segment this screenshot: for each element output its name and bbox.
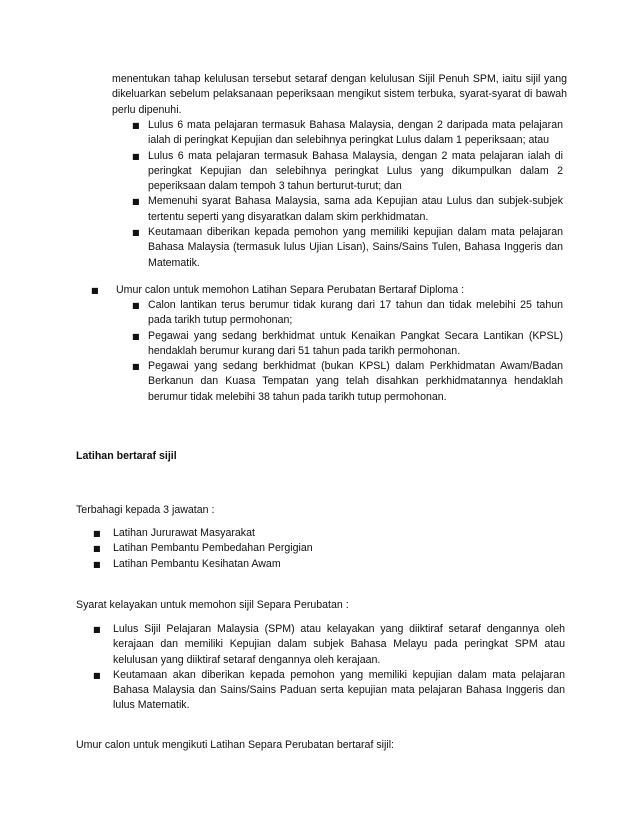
list-item: ■ Pegawai yang sedang berkhidmat (bukan KPSL) dalam Perkhidmatan Awam/Badan Berkanun dan Kuasa Tempatan yang telah disahkan perkhidmatannya hendaklah berumur tidak melebihi 38 tahun pada tarikh tutup permohonan. [132, 360, 563, 403]
cert-requirements-list [93, 622, 565, 714]
list-item: ■ Keutamaan diberikan kepada pemohon yang memiliki kepujian dalam mata pelajaran Bahasa Malaysia (termasuk lulus Ujian Lisan), Sains/Sains Tulen, Bahasa Inggeris dan Matematik. [132, 226, 563, 269]
square-bullet-icon: ■ [93, 670, 101, 680]
diploma-requirements-list [132, 118, 563, 271]
cert-age-heading: Umur calon untuk mengikuti Latihan Separa Perubatan bertaraf sijil: [76, 739, 394, 751]
square-bullet-icon: ■ [132, 197, 140, 207]
list-item: ■ Lulus 6 mata pelajaran termasuk Bahasa Malaysia, dengan 2 mata pelajaran ialah di peringkat Kepujian dan selebihnya peringkat Lulus yang dikumpulkan dalam 2 peperiksaan dalam tempoh 3 tahun berturut-turut; dan [132, 149, 563, 193]
square-bullet-icon: ■ [132, 121, 140, 130]
list-item: ■ Calon lantikan terus berumur tidak kurang dari 17 tahun dan tidak melebihi 25 tahun pada tarikh tutup permohonan; [132, 299, 563, 327]
square-bullet-icon: ■ [91, 286, 99, 295]
list-item: ■ Keutamaan akan diberikan kepada pemohon yang memiliki kepujian dalam mata pelajaran Bahasa Malaysia dan Sains/Sains Paduan serta kepujian mata pelajaran Bahasa Inggeris dan lulus Matematik. [93, 668, 565, 712]
square-bullet-icon: ■ [132, 331, 140, 341]
square-bullet-icon: ■ [93, 544, 101, 554]
square-bullet-icon: ■ [132, 301, 140, 310]
square-bullet-icon: ■ [132, 228, 140, 238]
posts-intro: Terbahagi kepada 3 jawatan : [76, 504, 215, 516]
section-heading: Latihan bertaraf sijil [76, 450, 177, 462]
list-item: ■ Memenuhi syarat Bahasa Malaysia, sama ada Kepujian atau Lulus dan subjek-subjek tertentu seperti yang disyaratkan dalam skim perkhidmatan. [132, 195, 563, 223]
list-item: ■ Latihan Jururawat Masyarakat [113, 526, 563, 541]
square-bullet-icon: ■ [93, 529, 101, 538]
cert-requirements-heading: Syarat kelayakan untuk memohon sijil Separa Perubatan : [76, 599, 349, 611]
square-bullet-icon: ■ [132, 151, 140, 161]
diploma-age-heading: Umur calon untuk memohon Latihan Separa Perubatan Bertaraf Diploma : [116, 284, 465, 296]
list-item: ■ Latihan Pembantu Kesihatan Awam [113, 557, 563, 572]
list-item: ■ Lulus Sijil Pelajaran Malaysia (SPM) atau kelayakan yang diiktiraf setaraf dengannya oleh kerajaan dan memiliki Kepujian dalam subjek Bahasa Melayu pada peringkat SPM atau kelulusan yang diiktiraf setaraf dengannya oleh kerajaan. [93, 623, 565, 666]
list-item: ■ Latihan Pembantu Pembedahan Pergigian [113, 541, 563, 556]
intro-paragraph: menentukan tahap kelulusan tersebut setaraf dengan kelulusan Sijil Penuh SPM, iaitu sijil yang dikeluarkan sebelum pelaksanaan peperiksaan mengikut sistem terbuka, syarat-syarat di bawah perlu dipenuhi. [112, 73, 567, 116]
square-bullet-icon: ■ [132, 362, 140, 372]
square-bullet-icon: ■ [93, 559, 101, 569]
diploma-age-list [132, 298, 563, 405]
list-item: ■ Pegawai yang sedang berkhidmat untuk Kenaikan Pangkat Secara Lantikan (KPSL) hendaklah berumur kurang dari 51 tahun pada tarikh permohonan. [132, 329, 563, 357]
posts-list [93, 526, 563, 572]
list-item: ■ Lulus 6 mata pelajaran termasuk Bahasa Malaysia, dengan 2 daripada mata pelajaran ialah di peringkat Kepujian dan selebihnya peringkat Lulus dalam 1 peperiksaan; atau [132, 119, 563, 147]
square-bullet-icon: ■ [93, 625, 101, 634]
